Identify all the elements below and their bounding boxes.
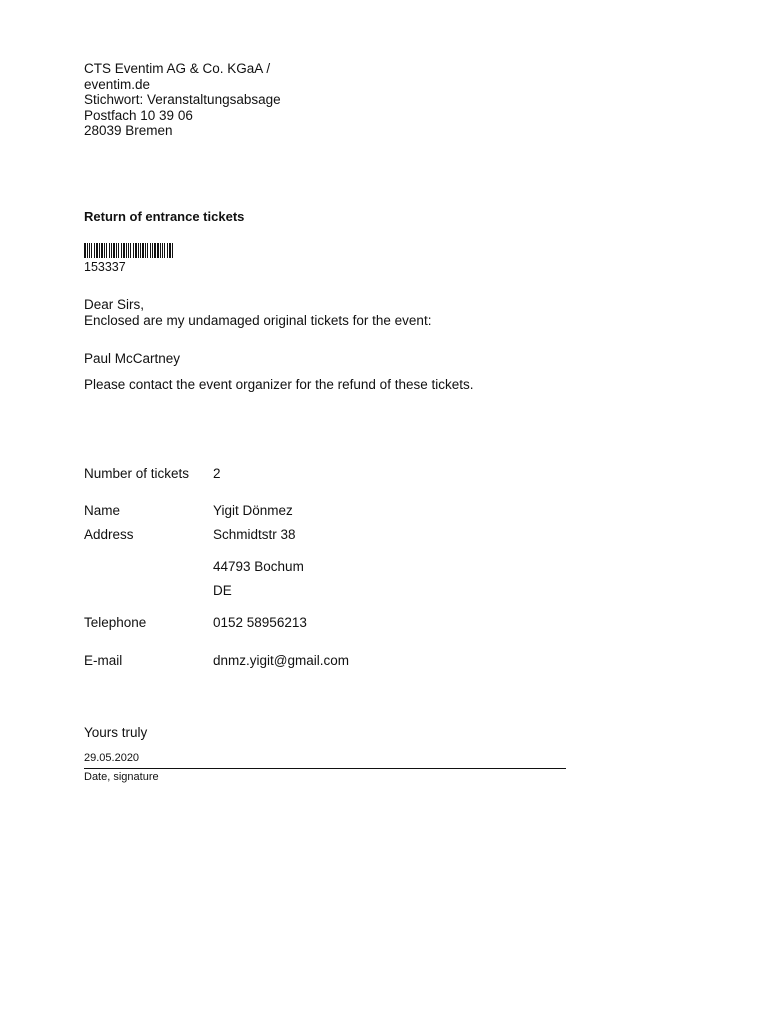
letter-greeting — [84, 297, 431, 328]
tickets-value: 2 — [213, 466, 221, 481]
closing-text: Yours truly — [84, 725, 148, 740]
email-value: dnmz.yigit@gmail.com — [213, 653, 349, 668]
tickets-row — [84, 466, 564, 482]
recipient-line: Stichwort: Veranstaltungsabsage — [84, 92, 281, 107]
address-country-row — [84, 583, 564, 599]
refund-note: Please contact the event organizer for the refund of these tickets. — [84, 377, 474, 392]
telephone-label: Telephone — [84, 615, 147, 630]
subject-heading: Return of entrance tickets — [84, 209, 245, 224]
barcode-number: 153337 — [84, 260, 126, 274]
recipient-line: Postfach 10 39 06 — [84, 107, 193, 123]
address-country: DE — [213, 583, 232, 598]
barcode-image — [84, 243, 175, 258]
name-row — [84, 503, 564, 519]
name-value: Yigit Dönmez — [213, 503, 293, 518]
email-row — [84, 653, 564, 669]
address-row — [84, 527, 564, 543]
telephone-value: 0152 58956213 — [213, 615, 307, 630]
salutation: Dear Sirs, — [84, 297, 145, 312]
name-label: Name — [84, 503, 121, 518]
recipient-line: 28039 Bremen — [84, 123, 173, 138]
address-street: Schmidtstr 38 — [213, 527, 296, 542]
signature-line — [84, 768, 566, 769]
email-label: E-mail — [84, 653, 123, 668]
recipient-address — [84, 61, 281, 139]
recipient-line: CTS Eventim AG & Co. KGaA / — [84, 61, 271, 76]
address-city: 44793 Bochum — [213, 559, 304, 574]
recipient-line: eventim.de — [84, 76, 151, 92]
address-city-row — [84, 559, 564, 575]
event-name: Paul McCartney — [84, 351, 181, 366]
telephone-row — [84, 615, 564, 631]
signature-label: Date, signature — [84, 771, 159, 783]
intro-text: Enclosed are my undamaged original tickets for the event: — [84, 312, 432, 328]
address-label: Address — [84, 527, 134, 542]
tickets-label: Number of tickets — [84, 466, 190, 481]
signature-date: 29.05.2020 — [84, 752, 140, 764]
